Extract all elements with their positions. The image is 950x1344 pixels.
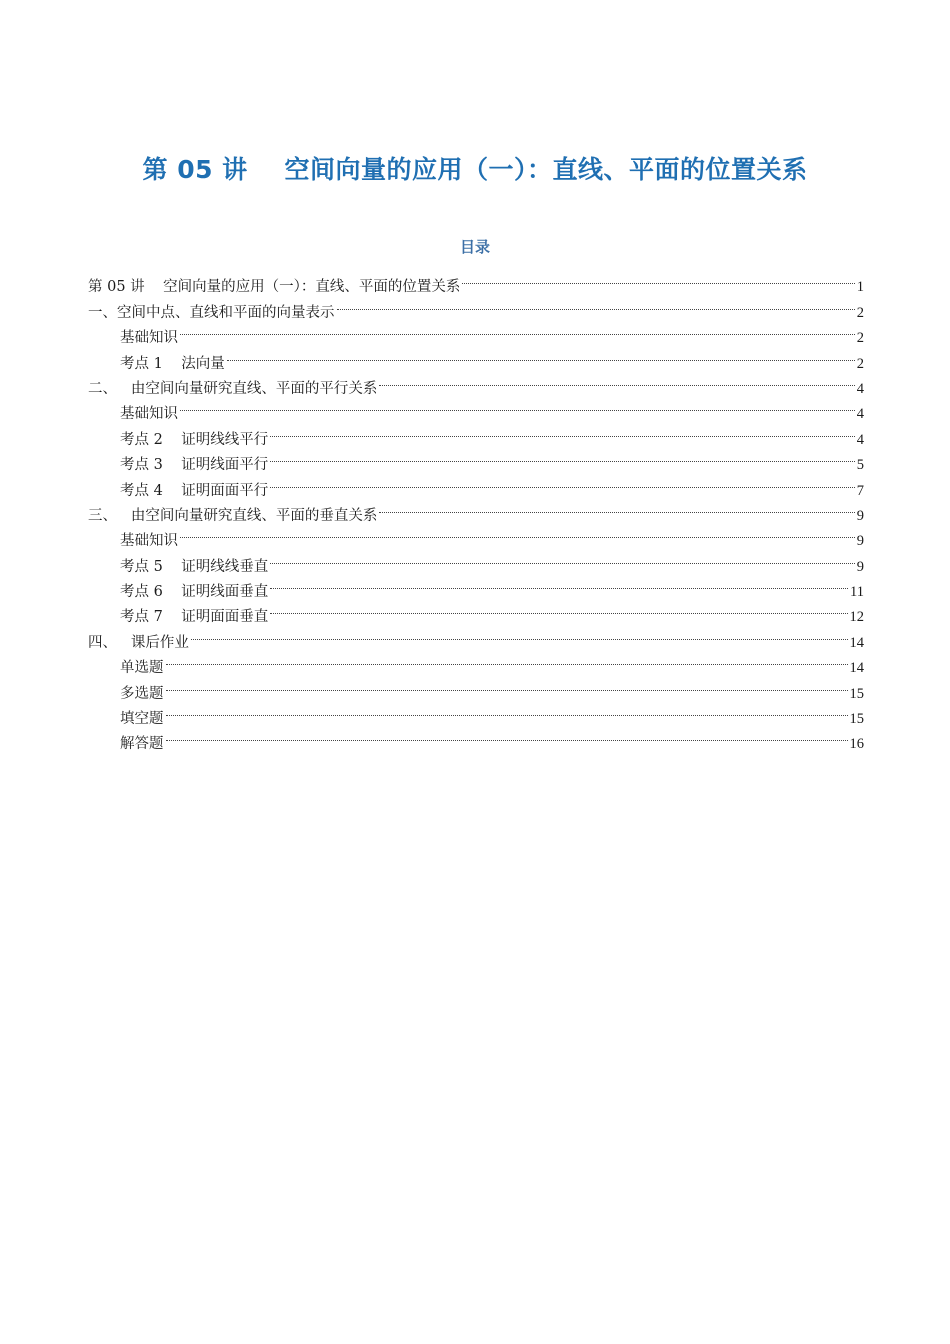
- toc-entry-label: 三、 由空间向量研究直线、平面的垂直关系: [88, 507, 378, 524]
- toc-leader-dots: [270, 571, 848, 596]
- toc-entry-page: 2: [856, 355, 864, 372]
- toc-entry[interactable]: [88, 266, 864, 296]
- toc-entry-page: 14: [849, 634, 864, 651]
- toc-entry-label: 四、 课后作业: [88, 634, 189, 651]
- toc-entry[interactable]: [88, 520, 864, 550]
- toc-entry-page: 16: [849, 736, 864, 753]
- toc-entry-label: 多选题: [120, 685, 164, 702]
- toc-entry-page: 15: [849, 685, 864, 702]
- page-title: 第 05 讲 空间向量的应用（一）：直线、平面的位置关系: [142, 155, 808, 184]
- toc-entry-page: 4: [856, 380, 864, 397]
- toc-entry-label: 基础知识: [120, 406, 178, 423]
- toc-heading: 目录: [459, 238, 490, 256]
- toc-entry-label: 第 05 讲 空间向量的应用（一）：直线、平面的位置关系: [88, 279, 461, 296]
- toc-entry-label: 基础知识: [120, 330, 178, 347]
- toc-leader-dots: [166, 723, 848, 748]
- toc-leader-dots: [191, 621, 848, 646]
- toc-entry[interactable]: [88, 723, 864, 753]
- toc-entry-page: 12: [849, 609, 864, 626]
- toc-entry-page: 4: [856, 431, 864, 448]
- toc-entry[interactable]: [88, 621, 864, 651]
- toc-entry-label: 单选题: [120, 660, 164, 677]
- toc-entry-page: 1: [856, 279, 864, 296]
- toc-leader-dots: [166, 672, 848, 697]
- toc-leader-dots: [337, 291, 855, 316]
- toc-entry[interactable]: [88, 393, 864, 423]
- toc-entry-label: 考点 7 证明面面垂直: [120, 609, 269, 626]
- toc-entry-page: 15: [849, 711, 864, 728]
- toc-entry[interactable]: [88, 342, 864, 372]
- toc-entry-label: 考点 6 证明线面垂直: [120, 584, 269, 601]
- toc-entry[interactable]: [88, 418, 864, 448]
- toc-leader-dots: [166, 647, 848, 672]
- toc-entry-label: 考点 5 证明线线垂直: [120, 558, 269, 575]
- toc-entry-label: 考点 3 证明线面平行: [120, 457, 269, 474]
- toc-leader-dots: [180, 520, 855, 545]
- toc-entry-label: 考点 4 证明面面平行: [120, 482, 269, 499]
- toc-entry-page: 5: [856, 457, 864, 474]
- toc-entry-label: 考点 1 法向量: [120, 355, 225, 372]
- toc-leader-dots: [180, 317, 855, 342]
- toc-entry-label: 二、 由空间向量研究直线、平面的平行关系: [88, 380, 378, 397]
- table-of-contents: [88, 266, 864, 753]
- toc-entry-page: 9: [856, 507, 864, 524]
- toc-leader-dots: [270, 469, 854, 494]
- toc-entry-page: 9: [856, 558, 864, 575]
- toc-leader-dots: [166, 698, 848, 723]
- toc-entry-label: 解答题: [120, 736, 164, 753]
- toc-leader-dots: [180, 393, 855, 418]
- toc-entry-label: 填空题: [120, 711, 164, 728]
- toc-entry-page: 11: [850, 584, 864, 601]
- toc-entry-page: 2: [856, 304, 864, 321]
- toc-entry[interactable]: [88, 545, 864, 575]
- toc-leader-dots: [270, 545, 854, 570]
- toc-entry-label: 基础知识: [120, 533, 178, 550]
- toc-entry-page: 7: [856, 482, 864, 499]
- toc-entry[interactable]: [88, 317, 864, 347]
- toc-entry[interactable]: [88, 647, 864, 677]
- toc-leader-dots: [270, 444, 854, 469]
- toc-entry[interactable]: [88, 698, 864, 728]
- toc-entry-page: 4: [856, 406, 864, 423]
- toc-entry-label: 一、空间中点、直线和平面的向量表示: [88, 304, 335, 321]
- toc-leader-dots: [379, 368, 854, 393]
- toc-entry-label: 考点 2 证明线线平行: [120, 431, 269, 448]
- toc-entry-page: 2: [856, 330, 864, 347]
- toc-leader-dots: [462, 266, 854, 291]
- toc-leader-dots: [227, 342, 855, 367]
- toc-leader-dots: [270, 596, 847, 621]
- toc-entry[interactable]: [88, 672, 864, 702]
- toc-leader-dots: [270, 418, 854, 443]
- toc-entry-page: 14: [849, 660, 864, 677]
- toc-entry-page: 9: [856, 533, 864, 550]
- toc-leader-dots: [379, 495, 854, 520]
